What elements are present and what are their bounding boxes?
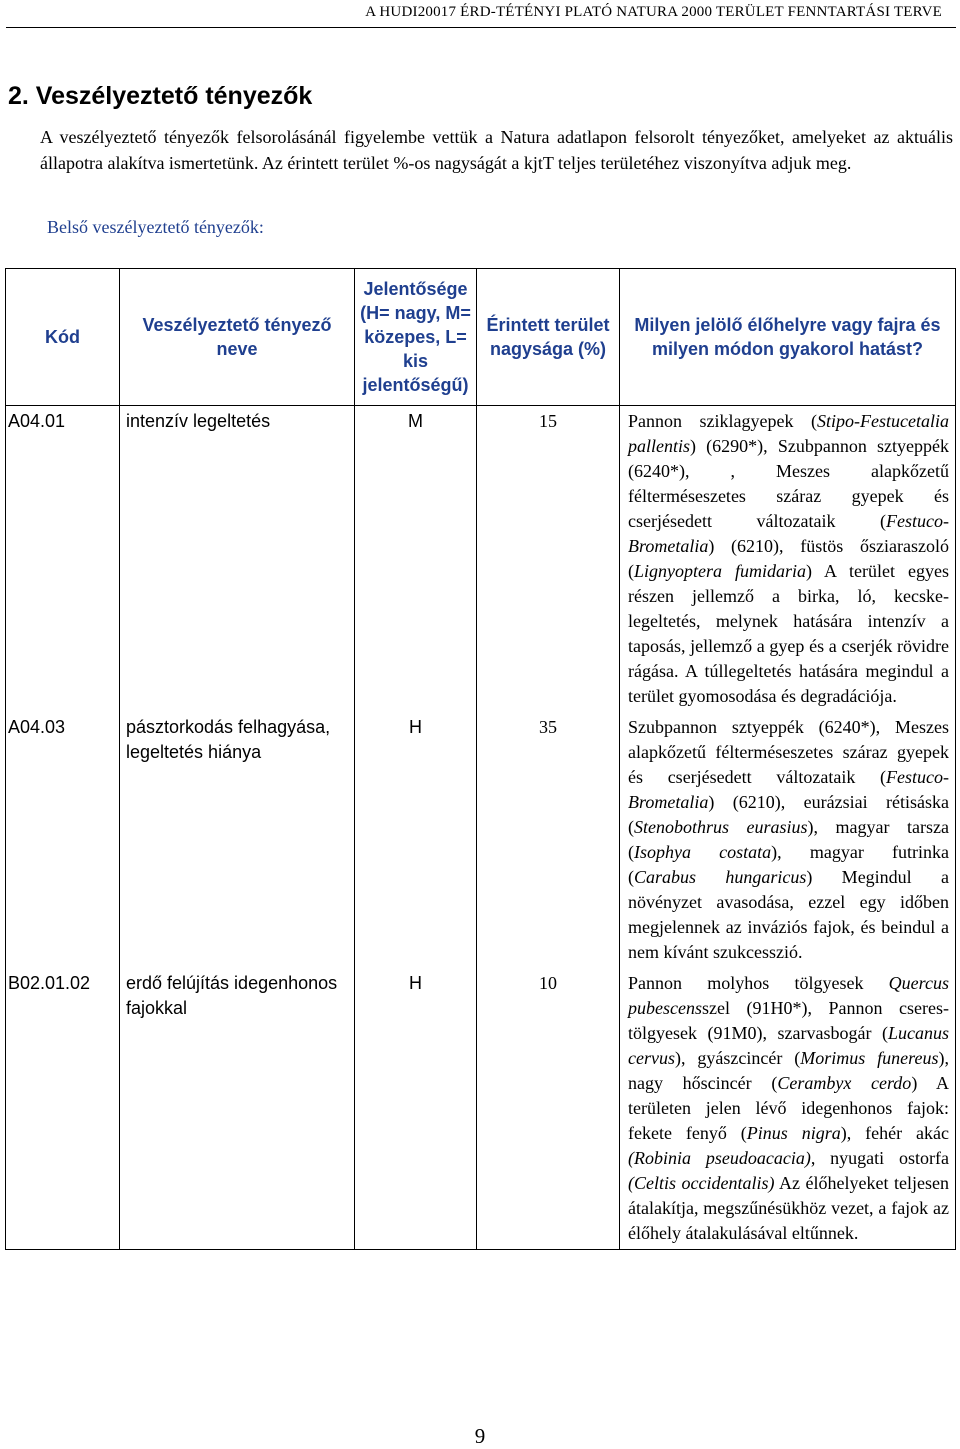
effect-text: Szubpannon sztyeppék (6240*), Meszes alapkőzetű félterméseszetes száraz gyepek és cserjésedett változataik ( (628, 717, 949, 787)
cell-effect (620, 712, 956, 968)
cell-significance: H (355, 968, 477, 1250)
effect-text: ) (6210), eurázsiai rétisáska ( (628, 792, 949, 837)
header-rule (6, 27, 956, 28)
cell-affected-area: 10 (477, 968, 620, 1250)
effect-species-name: Cerambyx cerdo (777, 1073, 912, 1093)
effect-text: ), fehér akác (840, 1123, 949, 1143)
table-row (6, 968, 956, 1250)
cell-affected-area: 35 (477, 712, 620, 968)
cell-code: B02.01.02 (6, 968, 120, 1250)
effect-species-name: Stenobothrus eurasius (634, 817, 808, 837)
effect-text: , nyugati ostorfa (810, 1148, 949, 1168)
effect-text: Az élőhelyeket teljesen átalakítja, megszűnésükhöz vezet, a fajok az élőhely átalakulásával eltűnnek. (628, 1173, 950, 1243)
cell-threat-name: pásztorkodás felhagyása, legeltetés hiánya (120, 712, 355, 968)
intro-paragraph: A veszélyeztető tényezők felsorolásánál figyelembe vettük a Natura adatlapon felsorolt tényezőket, amelyeket az aktuális állapotra alakítva ismertetünk. Az érintett terület %-os nagyságát a kjtT teljes területéhez viszonyítva adjuk meg. (40, 127, 953, 173)
cell-threat-name: erdő felújítás idegenhonos fajokkal (120, 968, 355, 1250)
effect-species-name: Festuco-Brometalia (628, 511, 949, 556)
header-code: Kód (6, 269, 120, 406)
effect-species-name: Festuco-Brometalia (628, 767, 949, 812)
effect-species-name: (Celtis occidentalis) (628, 1173, 775, 1193)
effect-text: ) (6290*), Szubpannon sztyeppék (6240*), , Meszes alapkőzetű félterméseszetes száraz gyepek és cserjésedett változataik ( (628, 436, 949, 531)
effect-species-name: Quercus pubescens (628, 973, 949, 1018)
cell-code: A04.01 (6, 406, 120, 713)
effect-species-name: Carabus hungaricus (634, 867, 807, 887)
table-row (6, 406, 956, 713)
effect-text: Pannon sziklagyepek ( (628, 411, 818, 431)
header-significance: Jelentősége (H= nagy, M= közepes, L= kis jelentőségű) (355, 269, 477, 406)
table-header-row (6, 269, 956, 406)
effect-text: ), magyar futrinka ( (628, 842, 949, 887)
header-threat-name: Veszélyeztető tényező neve (120, 269, 355, 406)
section-title: 2. Veszélyeztető tényezők (8, 82, 313, 110)
cell-significance: M (355, 406, 477, 713)
effect-species-name: Morimus funereus (800, 1048, 939, 1068)
effect-species-name: Lignyoptera fumidaria (634, 561, 807, 581)
effect-text: ) A területen jelen lévő idegenhonos fajok: fekete fenyő ( (628, 1073, 949, 1143)
effect-text: ), nagy hőscincér ( (628, 1048, 950, 1093)
subheading-internal-threats: Belső veszélyeztető tényezők: (47, 217, 264, 237)
threat-table (5, 268, 956, 1250)
running-head: A HUDI20017 ÉRD-TÉTÉNYI PLATÓ NATURA 2000 TERÜLET FENNTARTÁSI TERVE (365, 4, 942, 20)
cell-code: A04.03 (6, 712, 120, 968)
table-body (6, 406, 956, 1250)
effect-text: ) A terület egyes részen jellemző a birka, ló, kecske-legeltetés, melynek hatására intenzív a taposás, jellemző a gyep és a cserjék rövidre rágása. A túllegeltetés hatására megindul a terület gyomosodása és degradációja. (628, 561, 949, 706)
effect-species-name: (Robinia pseudoacacia) (628, 1148, 811, 1168)
cell-effect (620, 406, 956, 713)
cell-threat-name: intenzív legeltetés (120, 406, 355, 713)
effect-text: ) Megindul a növényzet avasodása, ezzel egy időben megjelennek az inváziós fajok, és beindul a nem kívánt szukcesszió. (628, 867, 950, 962)
effect-species-name: Isophya costata (634, 842, 772, 862)
header-effect: Milyen jelölő élőhelyre vagy fajra és milyen módon gyakorol hatást? (620, 269, 956, 406)
effect-text: ), gyászcincér ( (674, 1048, 801, 1068)
effect-text: ), magyar tarsza ( (628, 817, 949, 862)
effect-text: Pannon molyhos tölgyesek (628, 973, 889, 993)
effect-species-name: Lucanus cervus (628, 1023, 949, 1068)
table-row (6, 712, 956, 968)
effect-text: szel (91H0*), Pannon cseres-tölgyesek (91M0), szarvasbogár ( (628, 998, 949, 1043)
cell-affected-area: 15 (477, 406, 620, 713)
cell-effect (620, 968, 956, 1250)
effect-species-name: Stipo-Festucetalia pallentis (628, 411, 949, 456)
cell-significance: H (355, 712, 477, 968)
header-affected-area: Érintett terület nagysága (%) (477, 269, 620, 406)
effect-species-name: Pinus nigra (746, 1123, 841, 1143)
page-number: 9 (474, 1424, 486, 1448)
effect-text: ) (6210), füstös ősziaraszoló ( (628, 536, 949, 581)
